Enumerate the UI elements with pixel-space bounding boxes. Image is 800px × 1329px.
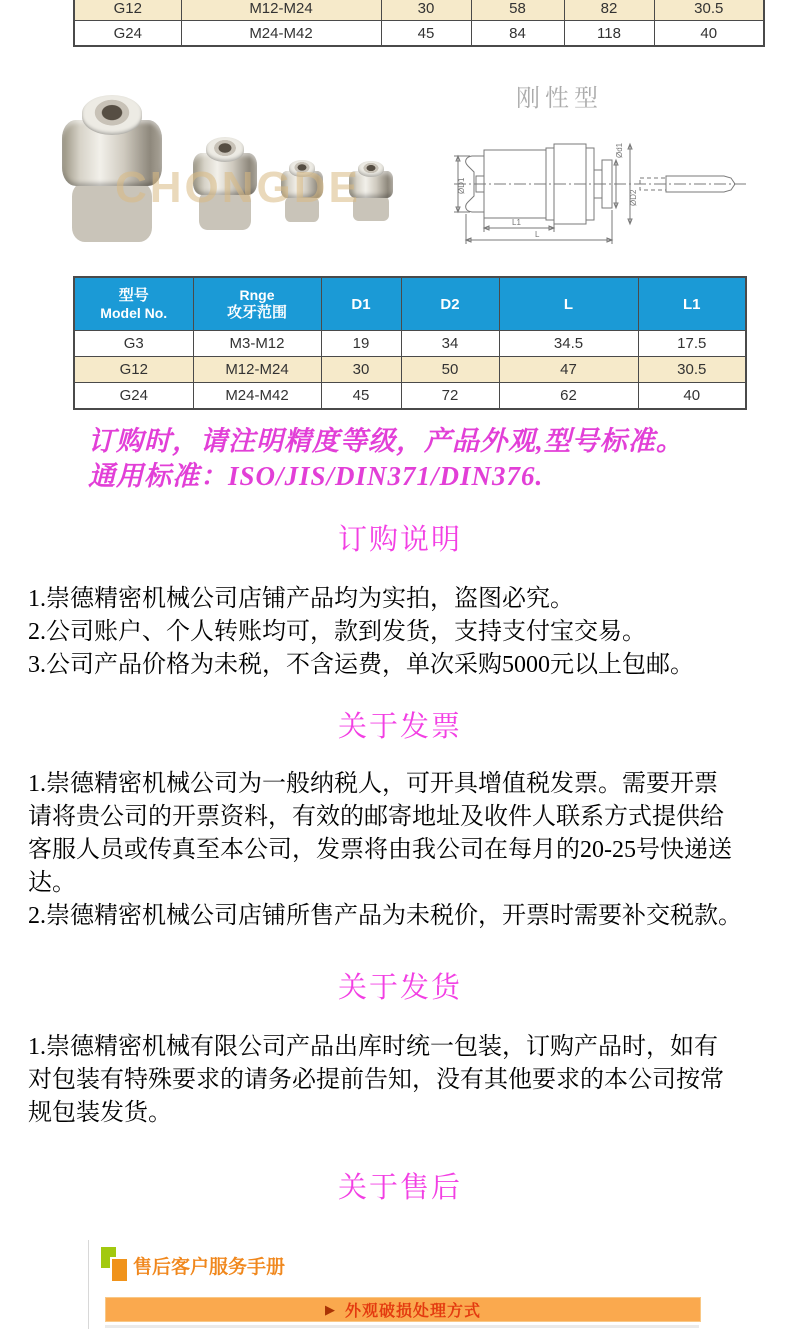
cell-l: 47 bbox=[499, 357, 638, 383]
dim-label-L1: L1 bbox=[512, 218, 521, 227]
paragraph-line: 2.崇德精密机械公司店铺所售产品为未税价，开票时需要补交税款。 bbox=[28, 903, 742, 929]
paragraph-line: 达。 bbox=[28, 870, 76, 896]
cell-d1: 30 bbox=[321, 357, 401, 383]
cell-range: M24-M42 bbox=[181, 21, 381, 47]
cell-d1: 45 bbox=[321, 383, 401, 410]
header-l1: L1 bbox=[638, 277, 746, 331]
shipping-paragraph bbox=[28, 1031, 790, 1130]
collet-cap bbox=[82, 95, 142, 135]
paragraph-line: 对包装有特殊要求的请务必提前告知，没有其他要求的本公司按常 bbox=[28, 1067, 724, 1093]
cell-d2: 50 bbox=[401, 357, 499, 383]
collet-cap bbox=[358, 161, 384, 177]
cell-d2: 34 bbox=[401, 331, 499, 357]
table-row bbox=[74, 383, 746, 410]
table-row bbox=[74, 357, 746, 383]
dim-label-D2: ØD2 bbox=[629, 189, 638, 206]
next-section-edge bbox=[105, 1325, 699, 1328]
paragraph-line: 请将贵公司的开票资料，有效的邮寄地址及收件人联系方式提供给 bbox=[28, 804, 724, 830]
paragraph-line: 1.崇德精密机械公司店铺产品均为实拍，盗图必究。 bbox=[28, 586, 574, 612]
cell-d2: 58 bbox=[471, 0, 564, 21]
ordering-note-line2: 通用标准：ISO/JIS/DIN371/DIN376. bbox=[88, 461, 544, 491]
collet-cap bbox=[206, 137, 244, 162]
invoice-paragraph bbox=[28, 768, 790, 933]
section-title-shipping: 关于发货 bbox=[337, 972, 462, 1004]
cell-d1: 30 bbox=[381, 0, 471, 21]
cell-d2: 72 bbox=[401, 383, 499, 410]
cell-l1: 17.5 bbox=[638, 331, 746, 357]
table-header-row bbox=[74, 277, 746, 331]
cell-d1: 45 bbox=[381, 21, 471, 47]
paragraph-line: 2.公司账户、个人转账均可，款到发货，支持支付宝交易。 bbox=[28, 619, 646, 645]
drawing-title: 刚性型 bbox=[516, 86, 603, 112]
section-title-order-info: 订购说明 bbox=[337, 524, 462, 556]
section-title-aftersale: 关于售后 bbox=[337, 1172, 462, 1204]
cell-d2: 84 bbox=[471, 21, 564, 47]
header-range-en: Rnge bbox=[239, 286, 275, 303]
dim-label-L: L bbox=[535, 230, 540, 239]
cell-l: 82 bbox=[564, 0, 654, 21]
table-row bbox=[74, 331, 746, 357]
dim-label-d1: Ød1 bbox=[615, 142, 624, 158]
header-model-cn: 型号 bbox=[118, 286, 149, 304]
table-row bbox=[74, 21, 764, 47]
cell-model: G3 bbox=[74, 331, 193, 357]
ordering-note-line1: 订购时，请注明精度等级，产品外观,型号标准。 bbox=[88, 426, 684, 456]
cell-l: 62 bbox=[499, 383, 638, 410]
brand-watermark: CHONGDE bbox=[115, 163, 361, 212]
header-model bbox=[74, 277, 193, 331]
manual-icon-orange-square bbox=[110, 1257, 129, 1283]
cell-model: G12 bbox=[74, 357, 193, 383]
header-range bbox=[193, 277, 321, 331]
cell-range: M24-M42 bbox=[193, 383, 321, 410]
paragraph-line: 1.崇德精密机械公司为一般纳税人，可开具增值税发票。需要开票 bbox=[28, 771, 718, 797]
header-l: L bbox=[499, 277, 638, 331]
cell-range: M3-M12 bbox=[193, 331, 321, 357]
main-spec-table bbox=[73, 276, 747, 410]
top-spec-table bbox=[73, 0, 765, 47]
cell-model: G12 bbox=[74, 0, 181, 21]
header-d1: D1 bbox=[321, 277, 401, 331]
cell-d1: 19 bbox=[321, 331, 401, 357]
order-info-paragraph bbox=[28, 583, 790, 682]
damage-handling-banner[interactable] bbox=[105, 1297, 701, 1322]
cell-l1: 40 bbox=[654, 21, 764, 47]
cell-range: M12-M24 bbox=[181, 0, 381, 21]
cell-l: 34.5 bbox=[499, 331, 638, 357]
ordering-note bbox=[88, 424, 788, 494]
paragraph-line: 客服人员或传真至本公司，发票将由我公司在每月的20-25号快递送 bbox=[28, 837, 732, 863]
cell-range: M12-M24 bbox=[193, 357, 321, 383]
section-title-invoice: 关于发票 bbox=[337, 711, 462, 743]
cell-l1: 30.5 bbox=[638, 357, 746, 383]
cell-l1: 30.5 bbox=[654, 0, 764, 21]
paragraph-line: 规包装发货。 bbox=[28, 1100, 172, 1126]
header-d2: D2 bbox=[401, 277, 499, 331]
banner-label: 外观破损处理方式 bbox=[344, 1303, 481, 1320]
cell-l: 118 bbox=[564, 21, 654, 47]
play-triangle-icon: ▶ bbox=[324, 1301, 335, 1317]
paragraph-line: 3.公司产品价格为未税，不含运费，单次采购5000元以上包邮。 bbox=[28, 652, 694, 678]
card-left-border bbox=[88, 1240, 89, 1329]
dim-label-D1: ØD1 bbox=[457, 177, 466, 194]
technical-drawing bbox=[450, 128, 750, 250]
header-model-en: Model No. bbox=[100, 304, 168, 321]
cell-l1: 40 bbox=[638, 383, 746, 410]
aftersale-manual-title: 售后客户服务手册 bbox=[133, 1257, 286, 1278]
header-range-cn: 攻牙范围 bbox=[226, 303, 287, 321]
cell-model: G24 bbox=[74, 21, 181, 47]
table-row bbox=[74, 0, 764, 21]
cell-model: G24 bbox=[74, 383, 193, 410]
paragraph-line: 1.崇德精密机械有限公司产品出库时统一包装，订购产品时，如有 bbox=[28, 1034, 718, 1060]
